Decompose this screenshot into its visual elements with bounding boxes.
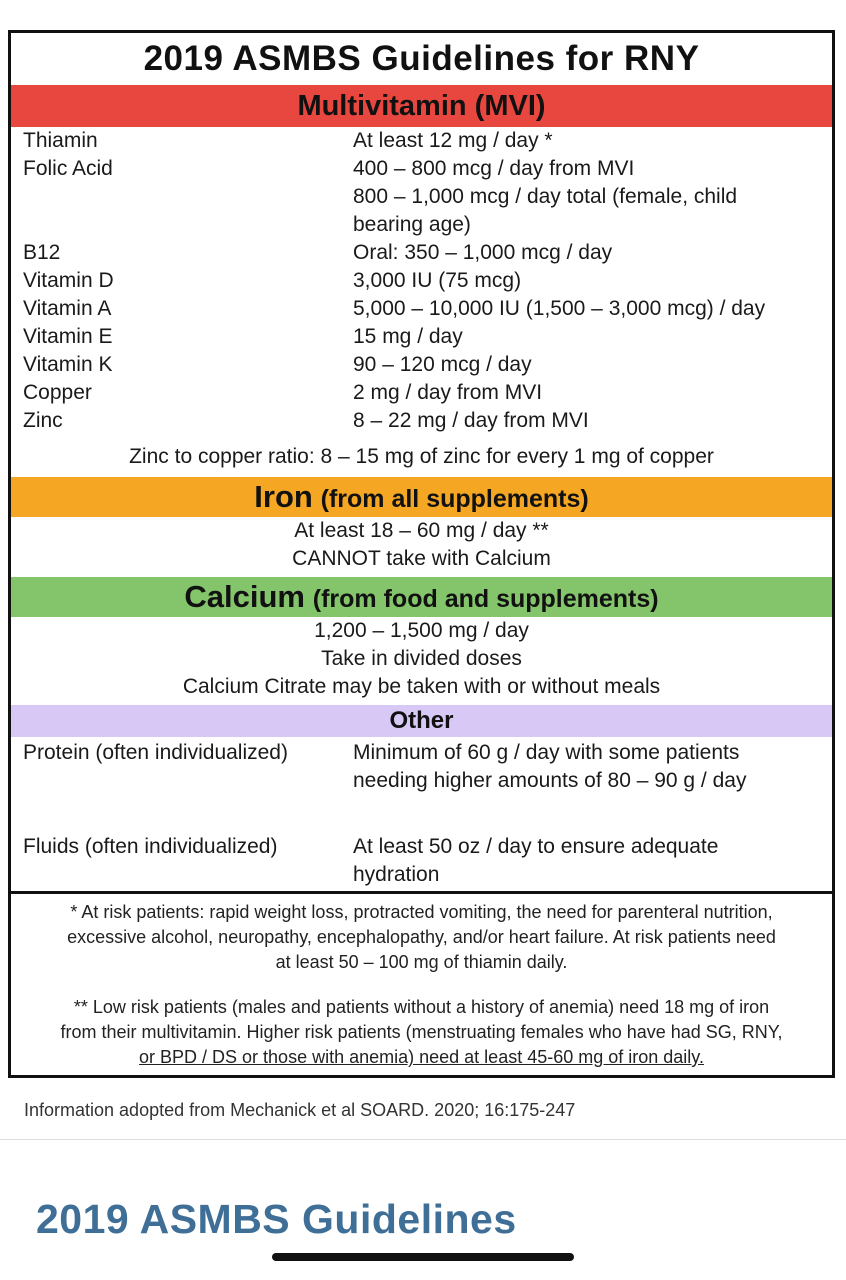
mvi-row-vitamin-e [23, 323, 820, 351]
zinc-copper-ratio: Zinc to copper ratio: 8 – 15 mg of zinc for every 1 mg of copper [129, 445, 714, 468]
post-caption-link[interactable]: 2019 ASMBS Guidelines [36, 1196, 517, 1242]
other-value: At least 50 oz / day to ensure adequate hydration [353, 835, 719, 886]
mvi-row-vitamin-k [23, 351, 820, 379]
iron-header [11, 477, 832, 517]
calcium-header-sub: (from food and supplements) [312, 585, 659, 613]
mvi-header: Multivitamin (MVI) [11, 85, 832, 127]
nutrient-value: 15 mg / day [353, 325, 463, 348]
other-row-fluids [11, 833, 832, 889]
mvi-row-b12 [23, 239, 820, 267]
nutrient-value: 90 – 120 mcg / day [353, 353, 532, 376]
nutrient-name: Vitamin D [23, 269, 114, 292]
mvi-row-vitamin-a [23, 295, 820, 323]
other-name: Fluids (often individualized) [23, 835, 278, 858]
mvi-row-copper [23, 379, 820, 407]
nutrient-value: At least 12 mg / day * [353, 129, 553, 152]
nutrient-value: 5,000 – 10,000 IU (1,500 – 3,000 mcg) / day [353, 297, 766, 320]
other-header: Other [11, 705, 832, 737]
nutrient-value: 2 mg / day from MVI [353, 381, 543, 404]
separator [0, 1139, 846, 1140]
nutrient-name: Zinc [23, 409, 63, 432]
mvi-table [11, 127, 832, 435]
iron-dose: At least 18 – 60 mg / day ** [294, 519, 549, 542]
nutrient-name: Vitamin A [23, 297, 112, 320]
iron-note: CANNOT take with Calcium [292, 547, 551, 570]
iron-header-main: Iron [254, 479, 313, 514]
calcium-citrate-note: Calcium Citrate may be taken with or without meals [182, 675, 661, 698]
home-indicator[interactable] [272, 1253, 574, 1261]
nutrient-name: Vitamin K [23, 353, 113, 376]
other-row-protein [11, 739, 832, 795]
nutrient-value: 400 – 800 mcg / day from MVI 800 – 1,000 mcg / day total (female, child bearing age) [353, 157, 738, 236]
footnote-iron: ** Low risk patients (males and patients without a history of anemia) need 18 mg of iron from their multivitamin. Higher risk patients (menstruating females who have had SG, RNY, or BPD / DS or those with anemia) need at least 45-60 mg of iron daily. [60, 997, 783, 1067]
iron-header-sub: (from all supplements) [320, 485, 589, 513]
other-name: Protein (often individualized) [23, 741, 288, 764]
nutrient-value: 3,000 IU (75 mcg) [353, 269, 522, 292]
nutrient-value: 8 – 22 mg / day from MVI [353, 409, 589, 432]
nutrient-name: Thiamin [23, 129, 98, 152]
calcium-divided: Take in divided doses [321, 647, 522, 670]
card-title: 2019 ASMBS Guidelines for RNY [143, 39, 700, 78]
calcium-header-main: Calcium [184, 579, 305, 614]
source-citation: Information adopted from Mechanick et al SOARD. 2020; 16:175-247 [24, 1100, 576, 1120]
guidelines-card [8, 30, 835, 1078]
nutrient-value: Oral: 350 – 1,000 mcg / day [353, 241, 613, 264]
mvi-row-folic-acid [23, 155, 820, 239]
nutrient-name: B12 [23, 241, 61, 264]
calcium-dose: 1,200 – 1,500 mg / day [314, 619, 529, 642]
mvi-row-vitamin-d [23, 267, 820, 295]
calcium-header [11, 577, 832, 617]
nutrient-name: Copper [23, 381, 92, 404]
nutrient-name: Folic Acid [23, 157, 113, 180]
footnote-thiamin: * At risk patients: rapid weight loss, protracted vomiting, the need for parenteral nutrition, excessive alcohol, neuropathy, encephalopathy, and/or heart failure. At risk patients need at least 50 – 100 mg of thiamin daily. [67, 902, 776, 972]
mvi-row-thiamin [23, 127, 820, 155]
other-value: Minimum of 60 g / day with some patients needing higher amounts of 80 – 90 g / day [353, 741, 747, 792]
nutrient-name: Vitamin E [23, 325, 113, 348]
mvi-row-zinc [23, 407, 820, 435]
